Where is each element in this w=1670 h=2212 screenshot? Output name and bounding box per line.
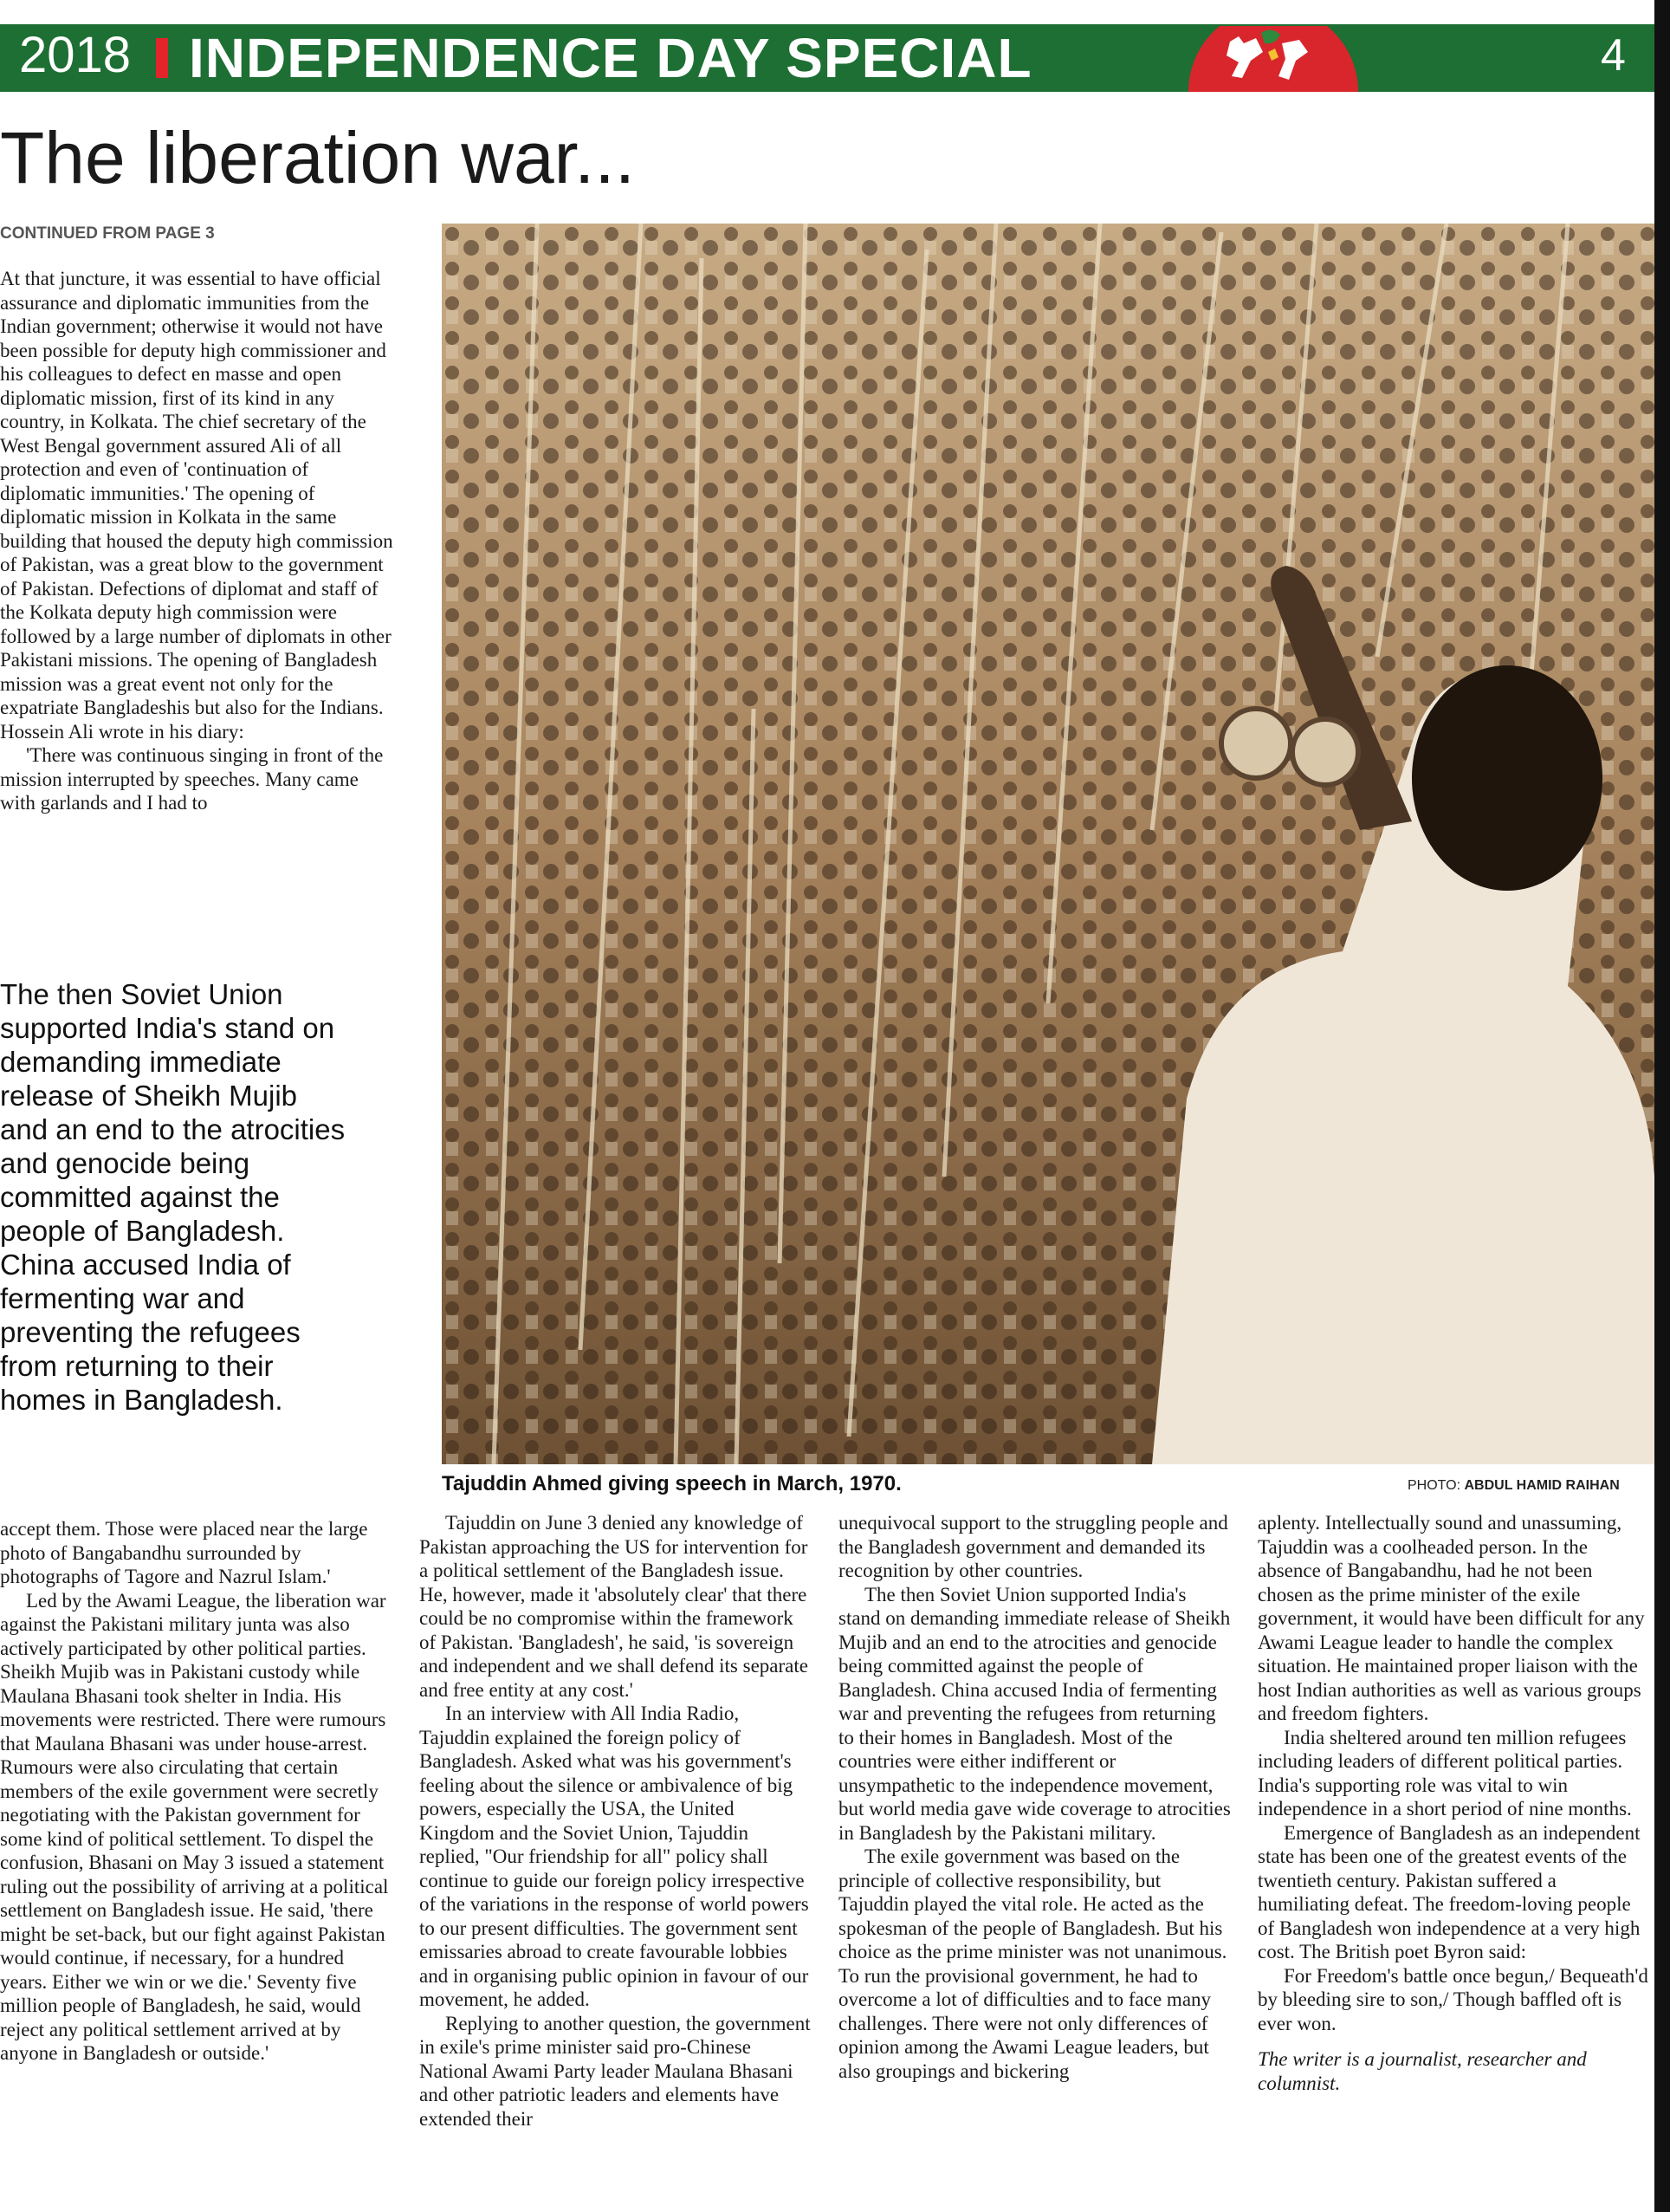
article-column-3	[838, 1511, 1233, 2083]
poem-quote: For Freedom's battle once begun,/ Bequeath'd by bleeding sire to son,/ Though baffled oft is ever won.	[1258, 1964, 1648, 2034]
flag-emblem-icon	[1178, 26, 1369, 92]
pull-quote: The then Soviet Union supported India's stand on demanding immediate release of Sheikh Mujib and an end to the atrocities and genocide being committed against the people of Bangladesh. China accused India of fermenting war and preventing the refugees from returning to their homes in Bangladesh.	[0, 978, 346, 1416]
page-number: 4	[1601, 30, 1626, 81]
paragraph: At that juncture, it was essential to have official assurance and diplomatic immunities from the Indian government; otherwise it would not have been possible for deputy high commissioner and his colleagues to defect en masse and open diplomatic mission, first of its kind in any country, in Kolkata. The chief secretary of the West Bengal government assured Ali of all protection and even of 'continuation of diplomatic immunities.' The opening of diplomatic mission in Kolkata in the same building that housed the deputy high commission of Pakistan, was a great blow to the government of Pakistan. Defections of diplomat and staff of the Kolkata deputy high commission were followed by a large number of diplomats in other Pakistani missions. The opening of Bangladesh mission was a great event not only for the expatriate Bangladeshis but also for the Indians. Hossein Ali wrote in his diary:	[0, 268, 393, 743]
paragraph: Replying to another question, the government in exile's prime minister said pro-Chinese National Awami Party leader Maulana Bhasani and other patriotic leaders and elements have extended their	[419, 2012, 811, 2130]
paragraph: unequivocal support to the struggling people and the Bangladesh government and demanded its recognition by other countries.	[838, 1512, 1228, 1581]
section-title: INDEPENDENCE DAY SPECIAL	[189, 27, 1032, 89]
paragraph: Tajuddin on June 3 denied any knowledge of Pakistan approaching the US for intervention for a political settlement of the Bangladesh issue. He, however, made it 'absolutely clear' that there could be no compromise within the framework of Pakistan. 'Bangladesh', he said, 'is sovereign and independent and we shall defend its separate and free entity at any cost.'	[419, 1512, 808, 1701]
paragraph: Emergence of Bangladesh as an independent state has been one of the greatest events of the twentieth century. Pakistan suffered a humiliating defeat. The freedom-loving people of Bangladesh won independence at a very high cost. The British poet Byron said:	[1258, 1821, 1641, 1962]
photo-caption: Tajuddin Ahmed giving speech in March, 1970.	[442, 1472, 902, 1495]
paragraph: The then Soviet Union supported India's stand on demanding immediate release of Sheikh Mujib and an end to the atrocities and genocide being committed against the people of Bangladesh. China accused India of fermenting war and preventing the refugees from returning to their homes in Bangladesh. Most of the countries were either indifferent or unsympathetic to the independence movement, but world media gave wide coverage to atrocities in Bangladesh by the Pakistani military.	[838, 1583, 1231, 1844]
author-byline: The writer is a journalist, researcher and columnist.	[1258, 2048, 1587, 2094]
paragraph: The exile government was based on the principle of collective responsibility, but Tajuddin played the vital role. He acted as the spokesman of the people of Bangladesh. But his choice as the prime minister was not unanimous. To run the provisional government, he had to overcome a lot of difficulties and to face many challenges. There were not only differences of opinion among the Awami League leaders, but also groupings and bickering	[838, 1845, 1227, 2082]
article-column-4	[1258, 1511, 1652, 2095]
photographer-name: ABDUL HAMID RAIHAN	[1464, 1478, 1620, 1493]
paragraph: accept them. Those were placed near the large photo of Bangabandhu surrounded by photographs of Tagore and Nazrul Islam.'	[0, 1518, 368, 1587]
paragraph: India sheltered around ten million refugees including leaders of different political parties. India's supporting role was vital to win independence in a short period of nine months.	[1258, 1726, 1632, 1820]
article-column-2	[419, 1511, 813, 2131]
paragraph: In an interview with All India Radio, Tajuddin explained the foreign policy of Bangladesh. Asked what was his government's feeling about the silence or ambivalence of big powers, especially the USA, the United Kingdom and the Soviet Union, Tajuddin replied, "Our friendship for all" policy shall continue to guide our foreign policy irrespective of the variations in the response of world powers to our present difficulties. The government sent emissaries abroad to create favourable lobbies and in organising public opinion in favour of our movement, he added.	[419, 1703, 809, 2010]
article-column-1-top	[0, 267, 398, 815]
paragraph: 'There was continuous singing in front of the mission interrupted by speeches. Many came with garlands and I had to	[0, 744, 384, 814]
photo-credit-label: PHOTO:	[1408, 1478, 1461, 1493]
paragraph: aplenty. Intellectually sound and unassuming, Tajuddin was a coolheaded person. In the absence of Bangabandhu, had he not been chosen as the prime minister of the exile government, it would have been difficult for any Awami League leader to handle the complex situation. He maintained proper liaison with the host Indian authorities as well as various groups and freedom fighters.	[1258, 1512, 1645, 1724]
article-headline: The liberation war...	[0, 117, 636, 198]
continued-from-label: CONTINUED FROM PAGE 3	[0, 224, 215, 243]
header-separator	[156, 38, 168, 78]
header-year: 2018	[19, 27, 132, 83]
paragraph: Led by the Awami League, the liberation war against the Pakistani military junta was also actively participated by other political parties. Sheikh Mujib was in Pakistani custody while Maulana Bhasani took shelter in India. His movements were restricted. There were rumours that Maulana Bhasani was under house-arrest. Rumours were also circulating that certain members of the exile government were secretly negotiating with the Pakistan government for some kind of political settlement. To dispel the confusion, Bhasani on May 3 issued a statement ruling out the possibility of arriving at a political settlement on Bangladesh issue. He said, 'there might be set-back, but our fight against Pakistan would continue, if necessary, for a hundred years. Either we win or we die.' Seventy five million people of Bangladesh, he said, would reject any political settlement arrived at by anyone in Bangladesh or outside.'	[0, 1589, 389, 2064]
rally-speech-photo	[442, 224, 1654, 1464]
page-edge	[1654, 0, 1670, 2212]
article-column-1-bottom	[0, 1517, 394, 2066]
photo-credit	[1408, 1478, 1620, 1494]
